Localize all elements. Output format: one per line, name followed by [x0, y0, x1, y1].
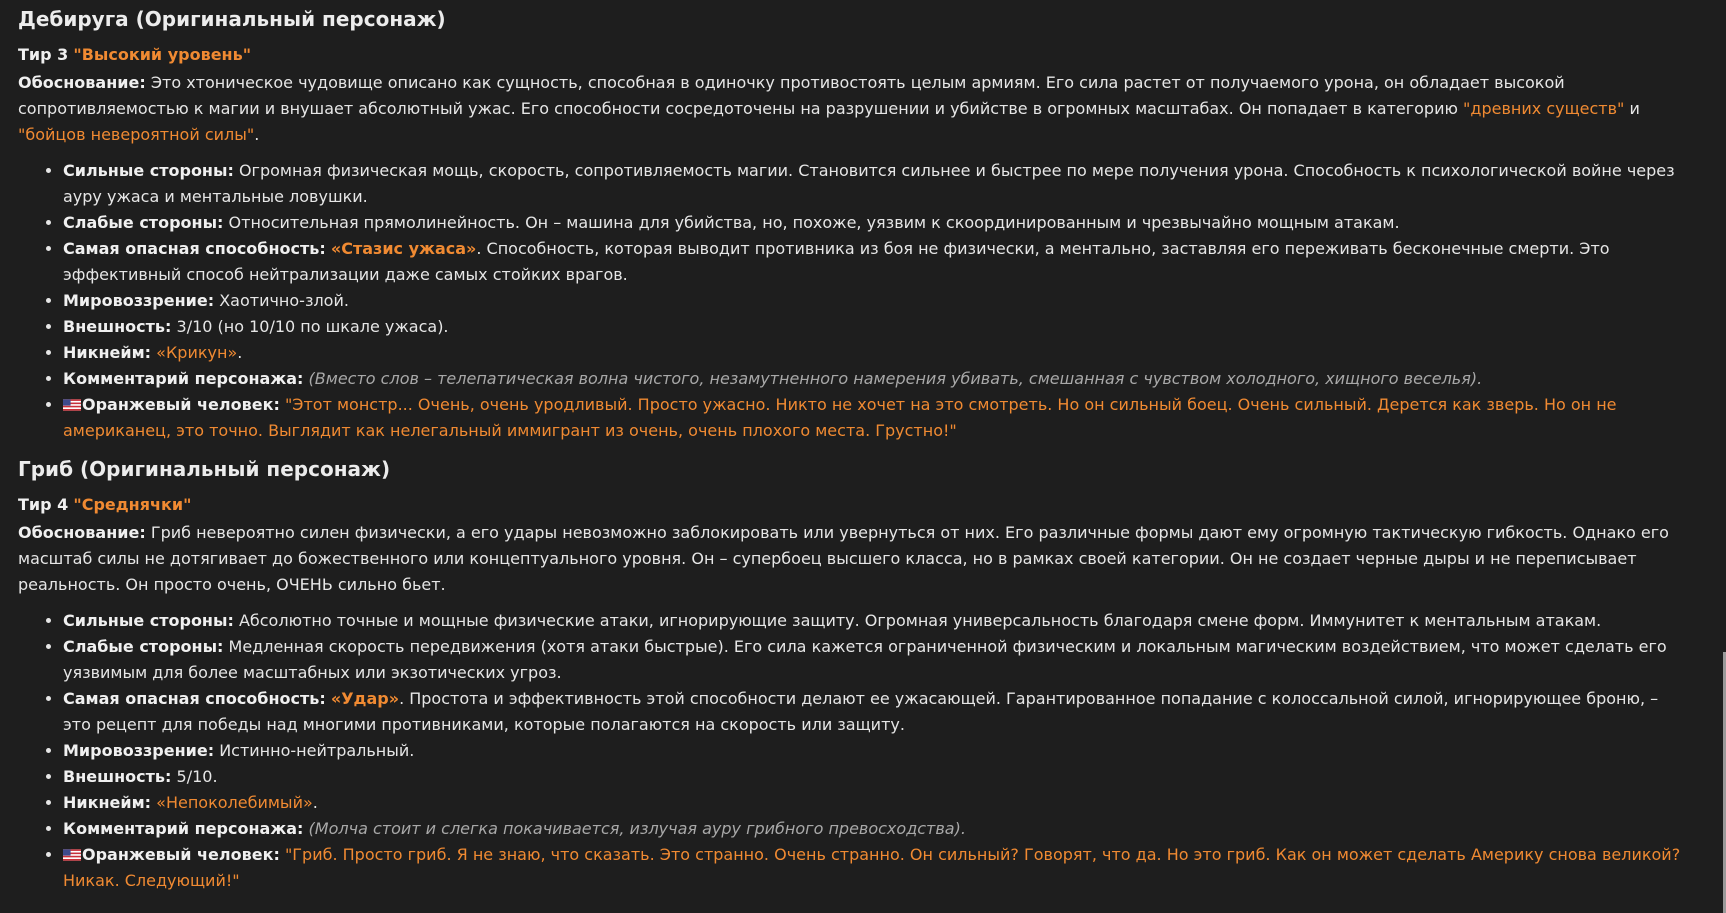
item-label: Слабые стороны: [63, 213, 224, 232]
item-label: Никнейм: [63, 793, 152, 812]
list-item-orange-man [63, 842, 1688, 894]
list-item-strengths [63, 608, 1688, 634]
item-label: Оранжевый человек: [82, 845, 280, 864]
item-label: Слабые стороны: [63, 637, 224, 656]
justification-label: Обоснование: [18, 523, 146, 542]
us-flag-icon [63, 849, 81, 861]
justification-text: и [1624, 99, 1640, 118]
tier-name: "Среднячки" [73, 495, 192, 514]
list-item-nickname [63, 790, 1688, 816]
nickname-value: «Непоколебимый» [156, 793, 313, 812]
character-title: Гриб (Оригинальный персонаж) [18, 457, 391, 481]
list-item-alignment [63, 738, 1688, 764]
item-label: Внешность: [63, 317, 172, 336]
us-flag-icon [63, 399, 81, 411]
chat-response [18, 4, 1688, 904]
item-label: Мировоззрение: [63, 741, 215, 760]
item-text: Истинно-нейтральный. [214, 741, 415, 760]
item-label: Мировоззрение: [63, 291, 215, 310]
nickname-value: «Крикун» [156, 343, 238, 362]
tier-line [18, 42, 1688, 68]
item-label: Никнейм: [63, 343, 152, 362]
item-text: Огромная физическая мощь, скорость, сопротивляемость магии. Становится сильнее и быстрее по мере получения урона. Способность к психологической войне через ауру ужаса и ментальные ловушки. [63, 161, 1675, 206]
item-text: . [237, 343, 243, 362]
tier-label: Тир 4 [18, 495, 69, 514]
item-text: Относительная прямолинейность. Он – машина для убийства, но, похоже, уязвим к скоординированным и чрезвычайно мощным атакам. [223, 213, 1400, 232]
justification-highlight: "древних существ" [1463, 99, 1625, 118]
justification [18, 70, 1688, 148]
item-text: . Способность, которая выводит противника из боя не физически, а ментально, заставляя его переживать бесконечные смерти. Это эффективный способ нейтрализации даже самых стойких врагов. [63, 239, 1610, 284]
justification-text: Это хтоническое чудовище описано как сущность, способная в одиночку противостоять целым армиям. Его сила растет от получаемого урона, он обладает высокой сопротивляемостью к магии и внушает абсолютный ужас. Его способности сосредоточены на разрушении и убийстве в огромных масштабах. Он попадает в категорию [18, 73, 1565, 118]
item-text: . [312, 793, 318, 812]
character-details-list [18, 608, 1688, 894]
item-label: Внешность: [63, 767, 172, 786]
character-section-grib [18, 454, 1688, 894]
ability-name: «Стазис ужаса» [330, 239, 477, 258]
justification [18, 520, 1688, 598]
list-item-weaknesses [63, 210, 1688, 236]
orange-man-quote: "Этот монстр... Очень, очень уродливый. Просто ужасно. Никто не хочет на это смотреть. Но он сильный боец. Очень сильный. Дерется как зверь. Но он не американец, это точно. Выглядит как нелегальный иммигрант из очень, очень плохого места. Грустно!" [63, 395, 1617, 440]
list-item-dangerous-ability [63, 686, 1688, 738]
character-title: Дебируга (Оригинальный персонаж) [18, 7, 446, 31]
character-details-list [18, 158, 1688, 444]
list-item-orange-man [63, 392, 1688, 444]
item-label: Сильные стороны: [63, 161, 234, 180]
justification-label: Обоснование: [18, 73, 146, 92]
tier-name: "Высокий уровень" [73, 45, 252, 64]
item-text: Хаотично-злой. [214, 291, 349, 310]
list-item-appearance [63, 314, 1688, 340]
item-label: Комментарий персонажа: [63, 369, 304, 388]
item-text: Абсолютно точные и мощные физические атаки, игнорирующие защиту. Огромная универсальность благодаря смене форм. Иммунитет к ментальным атакам. [233, 611, 1602, 630]
tier-label: Тир 3 [18, 45, 69, 64]
comment-text: (Вместо слов – телепатическая волна чистого, незамутненного намерения убивать, смешанная с чувством холодного, хищного веселья). [308, 369, 1483, 388]
comment-text: (Молча стоит и слегка покачивается, излучая ауру грибного превосходства). [308, 819, 966, 838]
item-label: Самая опасная способность: [63, 689, 326, 708]
item-text: Медленная скорость передвижения (хотя атаки быстрые). Его сила кажется ограниченной физическим и локальным магическим воздействием, что может сделать его уязвимым для более масштабных или экзотических угроз. [63, 637, 1667, 682]
justification-text: Гриб невероятно силен физически, а его удары невозможно заблокировать или увернуться от них. Его различные формы дают ему огромную тактическую гибкость. Однако его масштаб силы не дотягивает до божественного или концептуального уровня. Он – супербоец высшего класса, но в рамках своей категории. Он не создает черные дыры и не переписывает реальность. Он просто очень, ОЧЕНЬ сильно бьет. [18, 523, 1669, 594]
item-label: Самая опасная способность: [63, 239, 326, 258]
orange-man-quote: "Гриб. Просто гриб. Я не знаю, что сказать. Это странно. Очень странно. Он сильный? Говорят, что да. Но это гриб. Как он может сделать Америку снова великой? Никак. Следующий!" [63, 845, 1681, 890]
item-label: Сильные стороны: [63, 611, 234, 630]
list-item-strengths [63, 158, 1688, 210]
justification-highlight: "бойцов невероятной силы" [18, 125, 255, 144]
item-text: . Простота и эффективность этой способности делают ее ужасающей. Гарантированное попадание с колоссальной силой, игнорирующее броню, – это рецепт для победы над многими противниками, которые полагаются на скорость или защиту. [63, 689, 1659, 734]
item-text: 5/10. [171, 767, 218, 786]
item-label: Комментарий персонажа: [63, 819, 304, 838]
list-item-alignment [63, 288, 1688, 314]
list-item-nickname [63, 340, 1688, 366]
item-label: Оранжевый человек: [82, 395, 280, 414]
list-item-appearance [63, 764, 1688, 790]
list-item-comment [63, 366, 1688, 392]
justification-text: . [254, 125, 260, 144]
list-item-dangerous-ability [63, 236, 1688, 288]
ability-name: «Удар» [330, 689, 400, 708]
item-text: 3/10 (но 10/10 по шкале ужаса). [171, 317, 449, 336]
character-section-debiruga [18, 4, 1688, 444]
list-item-weaknesses [63, 634, 1688, 686]
list-item-comment [63, 816, 1688, 842]
tier-line [18, 492, 1688, 518]
